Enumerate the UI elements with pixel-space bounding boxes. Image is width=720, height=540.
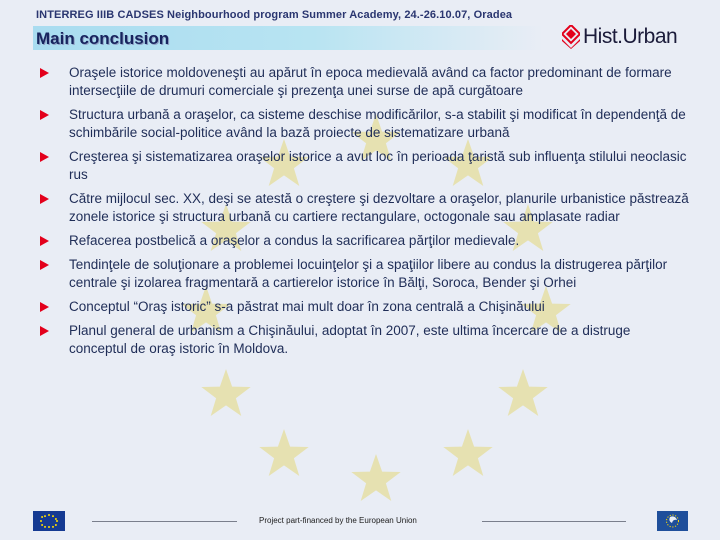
list-item-text: Tendinţele de soluţionare a problemei locuinţelor şi a spaţiilor libere au condus la distrugerea părţilor centrale şi izolarea fragmentară a cartierelor istorice în Bălţi, Soroca, Bender şi Orhei — [69, 257, 668, 290]
list-item-text: Structura urbană a oraşelor, ca sisteme deschise modificărilor, s-a stabilit şi modificat în dependenţă de schimbările social-politice având la bază proiecte de sistematizare urbană — [69, 107, 686, 140]
bullet-arrow-icon — [40, 236, 49, 246]
bullet-arrow-icon — [40, 68, 49, 78]
bullet-arrow-icon — [40, 326, 49, 336]
list-item — [40, 298, 690, 316]
hist-urban-logo — [562, 22, 677, 52]
list-item-text: Către mijlocul sec. XX, deşi se atestă o creştere şi dezvoltare a oraşelor, planurile urbanistice păstrează zonele istorice şi structura urbană cu cartiere rectangulare, octogonale sau amplasate radiar — [69, 191, 689, 224]
list-item — [40, 148, 690, 184]
page-title: Main conclusion — [36, 29, 170, 48]
bullet-arrow-icon — [40, 110, 49, 120]
list-item — [40, 256, 690, 292]
list-item — [40, 64, 690, 100]
hist-urban-logo-icon — [562, 25, 580, 49]
bullet-arrow-icon — [40, 194, 49, 204]
list-item-text: Conceptul “Oraş istoric” s-a păstrat mai mult doar în zona centrală a Chişinăului — [69, 299, 545, 314]
council-of-europe-flag-icon — [657, 511, 688, 531]
list-item — [40, 322, 690, 358]
logo-text: Hist.Urban — [583, 25, 678, 48]
bullet-arrow-icon — [40, 152, 49, 162]
footer-funding-text: Project part-financed by the European Union — [259, 516, 417, 525]
list-item-text: Oraşele istorice moldoveneşti au apărut în epoca medievală având ca factor predominant de formare intersecţiile de drumuri comerciale şi prezenţa unei surse de apă curgătoare — [69, 65, 672, 98]
list-item-text: Refacerea postbelică a oraşelor a condus la sacrificarea părţilor medievale. — [69, 233, 520, 248]
list-item — [40, 190, 690, 226]
footer-divider-right — [482, 521, 626, 522]
bullet-arrow-icon — [40, 260, 49, 270]
conclusion-list — [40, 64, 690, 364]
list-item-text: Creşterea şi sistematizarea oraşelor istorice a avut loc în perioada ţaristă sub influenţa stilului neoclasic rus — [69, 149, 687, 182]
list-item — [40, 106, 690, 142]
bullet-arrow-icon — [40, 302, 49, 312]
eu-flag-icon — [33, 511, 65, 531]
footer-divider-left — [92, 521, 237, 522]
list-item-text: Planul general de urbanism a Chişinăului, adoptat în 2007, este ultima încercare de a distruge conceptul de oraş istoric în Moldova. — [69, 323, 631, 356]
list-item — [40, 232, 690, 250]
header-program-text: INTERREG IIIB CADSES Neighbourhood program Summer Academy, 24.-26.10.07, Oradea — [36, 9, 513, 21]
